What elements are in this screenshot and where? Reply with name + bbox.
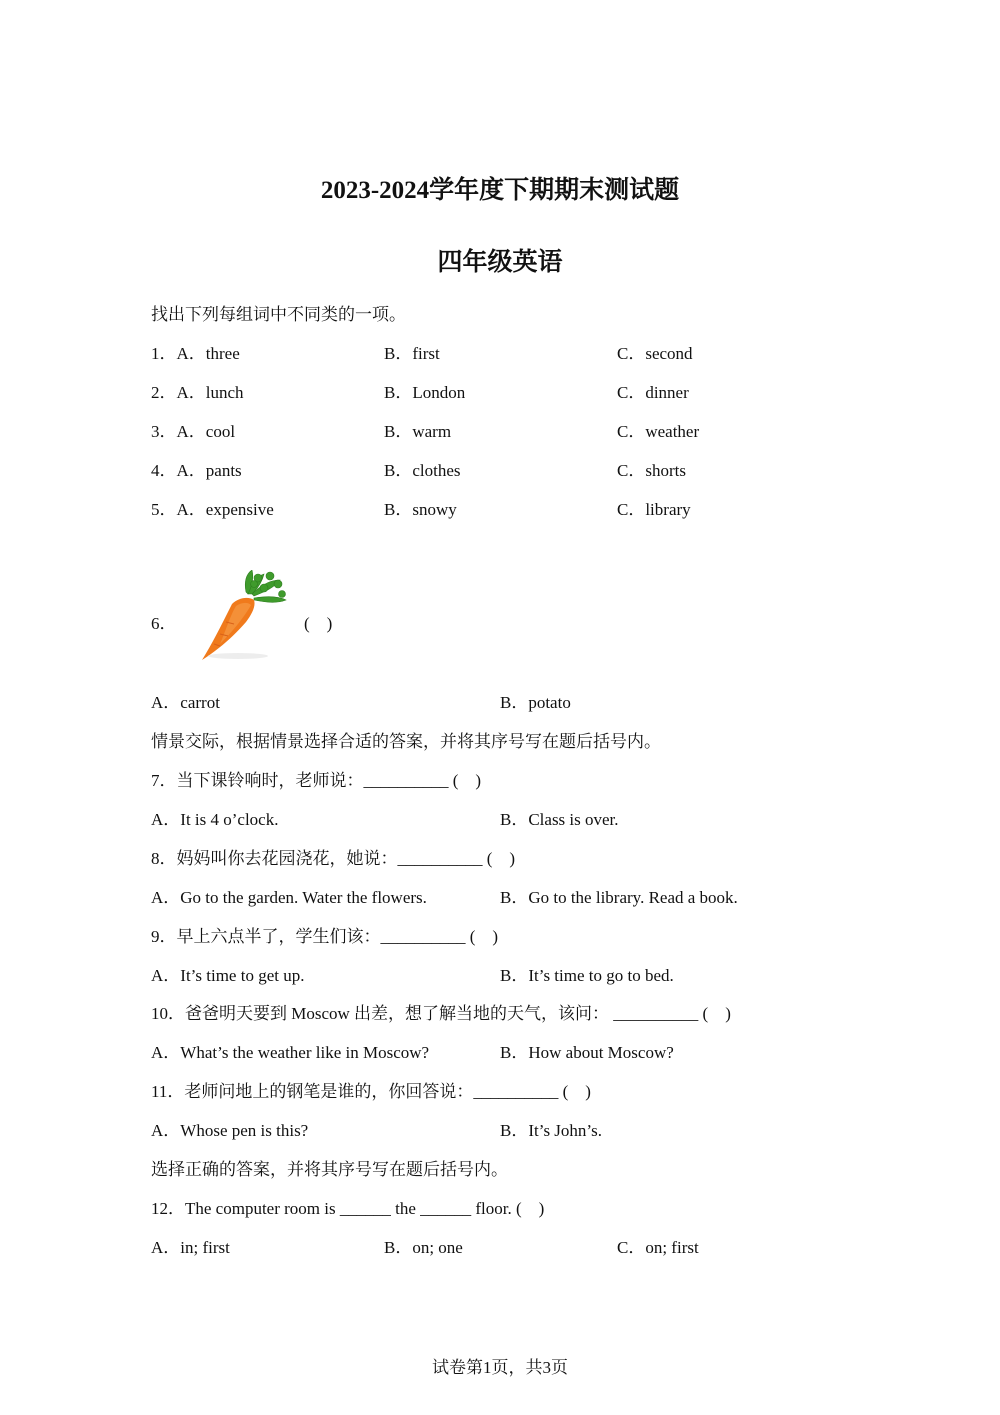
question-option-a: 2．A．lunch — [151, 383, 244, 402]
question-11-option-b: B．It’s John’s. — [500, 1121, 603, 1140]
question-10-option-b: B．How about Moscow? — [500, 1043, 674, 1062]
question-option-c: C．library — [617, 500, 691, 519]
question-6-number: 6． — [151, 614, 177, 633]
question-10: 10．爸爸明天要到 Moscow 出差，想了解当地的天气，该问： __________ ( ) — [151, 1004, 731, 1023]
exam-subtitle: 四年级英语 — [437, 249, 563, 276]
question-12-option-c: C．on; first — [617, 1238, 699, 1257]
question-11-option-a: A．Whose pen is this? — [151, 1121, 309, 1140]
question-option-c: C．dinner — [617, 383, 689, 402]
question-option-b: B．London — [384, 383, 466, 402]
question-12: 12．The computer room is ______ the ______ floor. ( ) — [151, 1199, 545, 1218]
question-12-option-b: B．on; one — [384, 1238, 463, 1257]
question-option-a: 3．A．cool — [151, 422, 236, 441]
question-7-option-a: A．It is 4 o’clock. — [151, 810, 279, 829]
exam-title: 2023-2024学年度下期期末测试题 — [320, 177, 680, 204]
question-option-c: C．second — [617, 344, 693, 363]
question-option-c: C．weather — [617, 422, 700, 441]
question-8-option-b: B．Go to the library. Read a book. — [500, 888, 738, 907]
question-6-answer-paren: ( ) — [304, 614, 333, 633]
section2-instruction: 情景交际，根据情景选择合适的答案，并将其序号写在题后括号内。 — [151, 732, 661, 751]
question-option-b: B．snowy — [384, 500, 457, 519]
question-option-c: C．shorts — [617, 461, 686, 480]
question-option-b: B．first — [384, 344, 440, 363]
question-11: 11．老师问地上的钢笔是谁的，你回答说：__________ ( ) — [151, 1082, 591, 1101]
question-8-option-a: A．Go to the garden. Water the flowers. — [151, 888, 427, 907]
question-10-option-a: A．What’s the weather like in Moscow? — [151, 1043, 430, 1062]
question-option-b: B．warm — [384, 422, 452, 441]
question-9-option-a: A．It’s time to get up. — [151, 966, 305, 985]
question-6-option-a: A．carrot — [151, 693, 220, 712]
question-12-option-a: A．in; first — [151, 1238, 230, 1257]
question-option-b: B．clothes — [384, 461, 461, 480]
question-9-option-b: B．It’s time to go to bed. — [500, 966, 674, 985]
carrot-picture — [196, 570, 290, 662]
question-8: 8．妈妈叫你去花园浇花，她说：__________ ( ) — [151, 849, 516, 868]
question-option-a: 5．A．expensive — [151, 500, 274, 519]
section3-instruction: 选择正确的答案，并将其序号写在题后括号内。 — [151, 1160, 508, 1179]
question-option-a: 4．A．pants — [151, 461, 242, 480]
page-footer: 试卷第1页，共3页 — [432, 1358, 568, 1377]
question-9: 9．早上六点半了，学生们该：__________ ( ) — [151, 927, 499, 946]
section1-instruction: 找出下列每组词中不同类的一项。 — [151, 305, 406, 324]
question-option-a: 1．A．three — [151, 344, 240, 363]
question-7-option-b: B．Class is over. — [500, 810, 619, 829]
question-7: 7．当下课铃响时，老师说：__________ ( ) — [151, 771, 482, 790]
question-6-option-b: B．potato — [500, 693, 571, 712]
